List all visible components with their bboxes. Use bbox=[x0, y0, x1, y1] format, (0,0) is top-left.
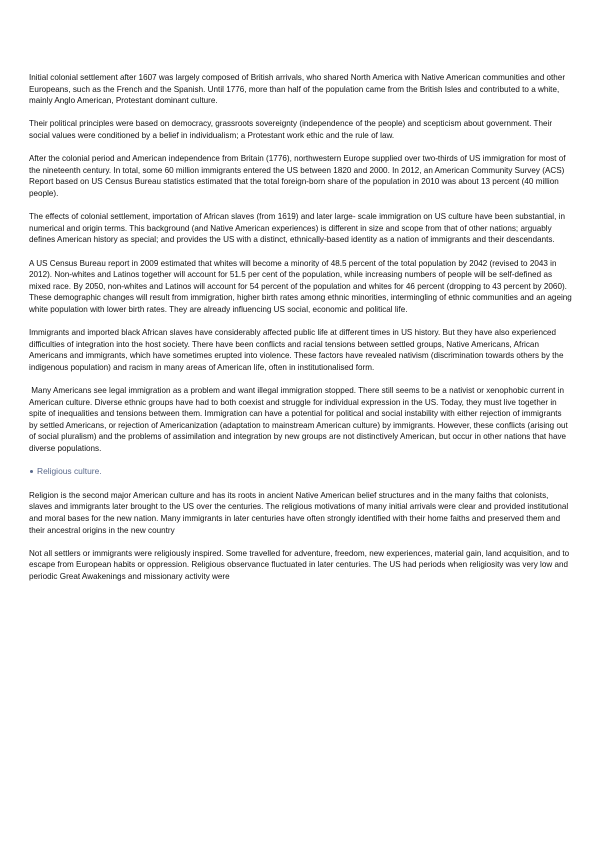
section-heading-religious-culture bbox=[29, 466, 572, 478]
section-heading-text: Religious culture. bbox=[37, 466, 102, 477]
paragraph-colonial-settlement: Initial colonial settlement after 1607 was largely composed of British arrivals, who shared North America with Native American communities and other Europeans, such as the French and the Spanish. Until 1776, more than half of the population came from the British Isles and contributed to a white, mainly Anglo American, Protestant dominant culture. bbox=[29, 73, 566, 106]
paragraph-integration-difficulties: Immigrants and imported black African slaves have considerably affected public life at different times in US history. But they have also experienced difficulties of integration into the host society. There have been conflicts and racial tensions between settled groups, Native Americans, African Americans and immigrants, which have sometimes erupted into violence. These factors have revealed nativism (discrimination towards others by the indigenous population) and racism in many areas of American life, often in institutionalised form. bbox=[29, 328, 564, 372]
paragraph-religious-motivation: Not all settlers or immigrants were religiously inspired. Some travelled for adventure, freedom, new experiences, material gain, land acquisition, and to escape from European habits or oppression. Religious observance fluctuated in later centuries. The US had periods when religiosity was very low and periodic Great Awakenings and missionary activity were bbox=[29, 548, 570, 581]
paragraph-immigration-history: After the colonial period and American independence from Britain (1776), northwestern Europe supplied over two-thirds of US immigration for most of the nineteenth century. In total, some 60 million immigrants entered the US between 1820 and 2000. In 2012, an American Community Survey (ACS) Report based on US Census Bureau statistics estimated that the total foreign-born share of the population in 2010 was about 13 percent (40 million people). bbox=[29, 154, 566, 198]
paragraph-census-report: A US Census Bureau report in 2009 estimated that whites will become a minority of 48.5 percent of the total population by 2042 (revised to 2043 in 2012). Non-whites and Latinos together will account for 51.5 per cent of the population, while increasing numbers of people will be self-defined as mixed race. By 2050, non-whites and Latinos will account for 54 percent of the population and whites for 46 percent (dropping to 43 percent by 2060). These demographic changes will result from immigration, higher birth rates among ethnic minorities, intermingling of ethnic communities and an ageing white population with lower birth rates. They are already influencing US social, economic and political life. bbox=[29, 258, 572, 314]
paragraph-religion-roots: Religion is the second major American culture and has its roots in ancient Native American belief structures and in the many faiths that colonists, slaves and immigrants later brought to the US over the centuries. The religious motivations of many initial arrivals were clear and provided institutional and moral bases for the new nation. Many immigrants in later centuries have often strongly identified with their home faiths and preserved them and their ancestral origins in the new country bbox=[29, 490, 569, 535]
bullet-icon bbox=[30, 470, 33, 473]
paragraph-effects-of-settlement: The effects of colonial settlement, importation of African slaves (from 1619) and later large- scale immigration on US culture have been substantial, in numerical and origin terms. This background (and Native American experiences) is different in size and scope from that of other nations; arguably defines American history as special; and provides the US with a distinct, ethnically-based identity as a nation of immigrants and their descendants. bbox=[29, 212, 565, 245]
paragraph-immigration-views: Many Americans see legal immigration as a problem and want illegal immigration stopped. There still seems to be a nativist or xenophobic current in American culture. Diverse ethnic groups have had to both coexist and struggle for individual expression in the US. Today, they must live together in spite of inequalities and tensions between them. Immigration can have a potential for political and social instability with either rejection of immigrants by settled Americans, or rejection of Americanization (adaptation to mainstream American culture) by immigrants. However, these conflicts (arising out of social pluralism) and the problems of assimilation and integration by new groups are not distinctively American, but occur in other nations that have diverse populations. bbox=[29, 386, 571, 453]
paragraph-political-principles: Their political principles were based on democracy, grassroots sovereignty (independence of the people) and scepticism about government. Their social values were conditioned by a belief in individualism; a Protestant work ethic and the rule of law. bbox=[29, 119, 553, 140]
